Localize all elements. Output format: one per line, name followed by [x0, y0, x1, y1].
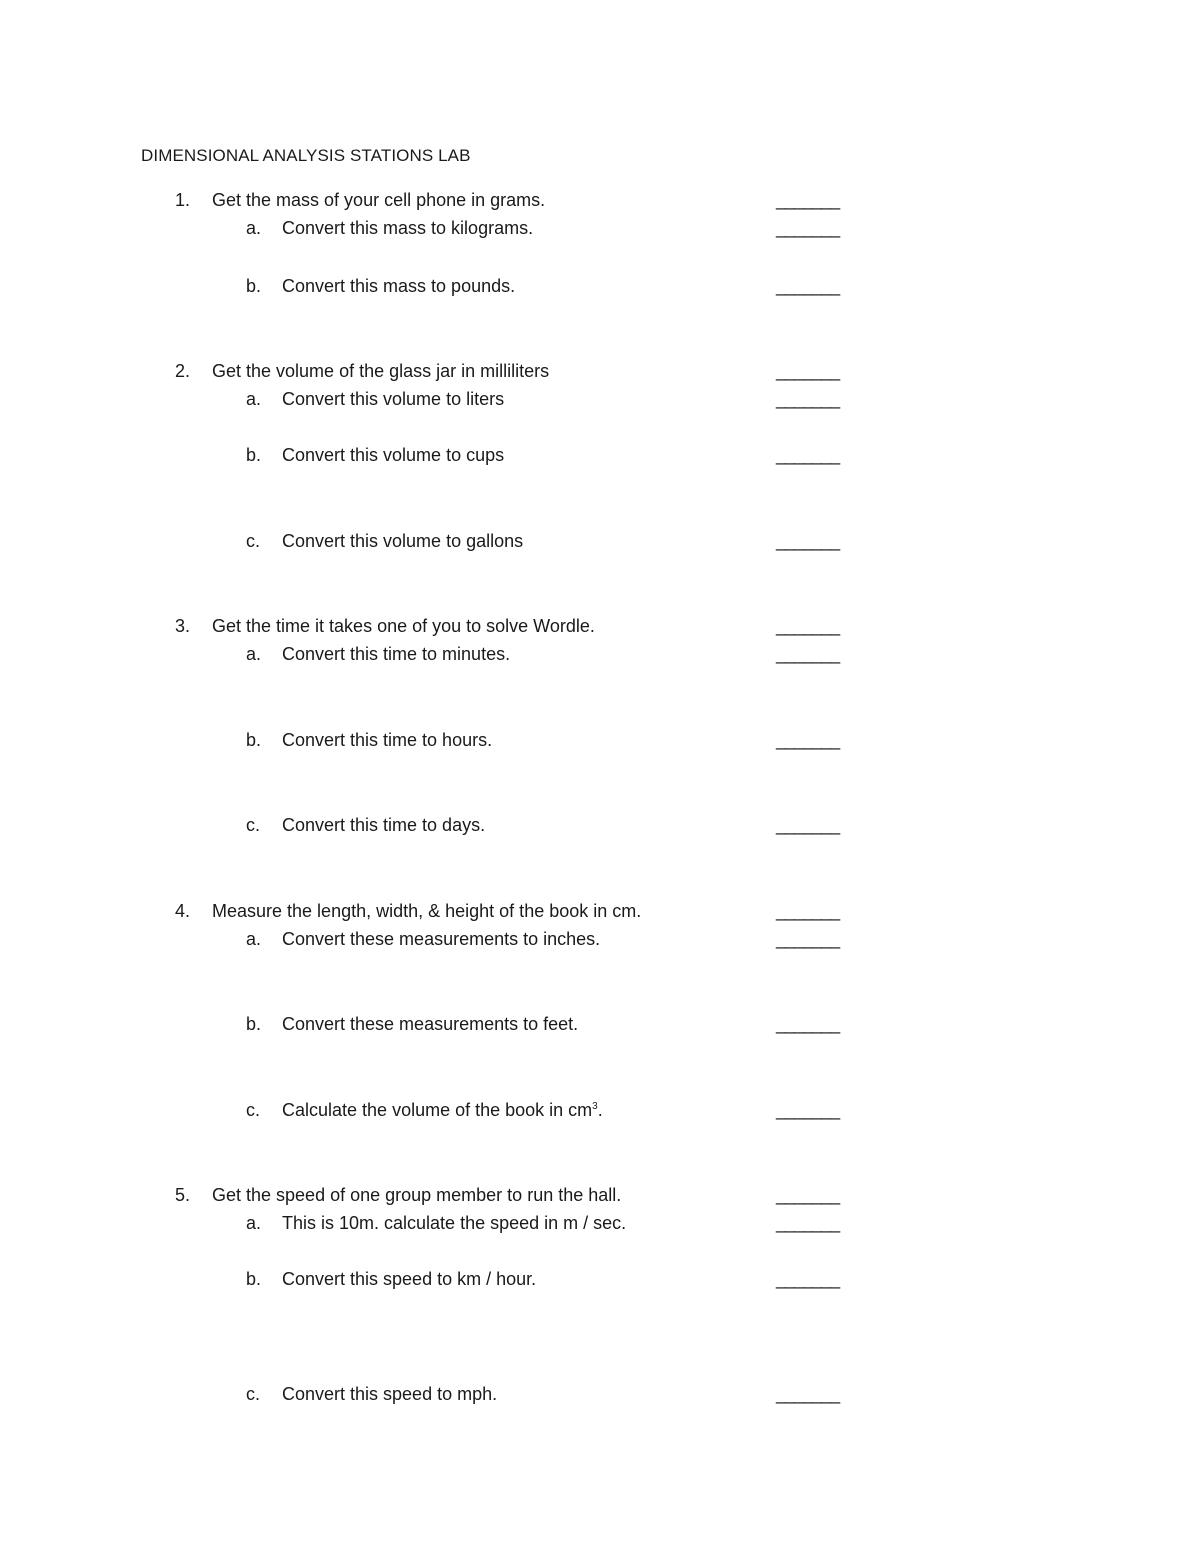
sub-letter: b. — [246, 730, 262, 750]
question-2-a — [0, 387, 1200, 411]
sub-letter: c. — [246, 531, 261, 551]
answer-blank[interactable]: _______ — [776, 218, 840, 238]
answer-blank[interactable]: _______ — [776, 815, 840, 835]
answer-blank[interactable]: _______ — [776, 361, 840, 381]
question-4 — [0, 899, 1200, 923]
question-text: Get the time it takes one of you to solve Wordle. — [212, 616, 595, 636]
question-text: Measure the length, width, & height of the book in cm. — [212, 901, 642, 921]
question-2-c — [0, 529, 1200, 553]
sub-text: Convert these measurements to inches. — [282, 929, 601, 949]
question-3 — [0, 614, 1200, 638]
answer-blank[interactable]: _______ — [776, 1269, 840, 1289]
answer-blank[interactable]: _______ — [776, 730, 840, 750]
answer-blank[interactable]: _______ — [776, 445, 840, 465]
question-text: Get the speed of one group member to run the hall. — [212, 1185, 622, 1205]
sub-text-suffix: . — [597, 1100, 603, 1120]
sub-text-main: Calculate the volume of the book in cm — [282, 1100, 593, 1120]
question-number: 2. — [175, 361, 191, 381]
question-text: Get the mass of your cell phone in grams. — [212, 190, 546, 210]
sub-letter: a. — [246, 1213, 262, 1233]
sub-letter: b. — [246, 276, 262, 296]
sub-text: Convert this volume to gallons — [282, 531, 524, 551]
sub-text: Convert this time to hours. — [282, 730, 493, 750]
sub-text: Convert this speed to km / hour. — [282, 1269, 537, 1289]
answer-blank[interactable]: _______ — [776, 531, 840, 551]
sub-letter: a. — [246, 929, 262, 949]
answer-blank[interactable]: _______ — [776, 929, 840, 949]
sub-letter: a. — [246, 644, 262, 664]
answer-blank[interactable]: _______ — [776, 644, 840, 664]
question-3-b — [0, 728, 1200, 752]
answer-blank[interactable]: _______ — [776, 1213, 840, 1233]
sub-letter: b. — [246, 1014, 262, 1034]
question-text: Get the volume of the glass jar in milliliters — [212, 361, 550, 381]
answer-blank[interactable]: _______ — [776, 1100, 840, 1120]
question-number: 4. — [175, 901, 191, 921]
question-3-c — [0, 813, 1200, 837]
superscript-exponent: 3 — [592, 1101, 598, 1112]
page-title: DIMENSIONAL ANALYSIS STATIONS LAB — [141, 146, 471, 165]
sub-text: Convert this time to minutes. — [282, 644, 511, 664]
question-5-b — [0, 1267, 1200, 1291]
sub-letter: c. — [246, 1100, 261, 1120]
sub-text: Convert this speed to mph. — [282, 1384, 498, 1404]
sub-letter: a. — [246, 218, 262, 238]
sub-letter: c. — [246, 1384, 261, 1404]
question-1-a — [0, 216, 1200, 240]
question-4-b — [0, 1012, 1200, 1036]
sub-text: This is 10m. calculate the speed in m / sec. — [282, 1213, 627, 1233]
question-5-a — [0, 1211, 1200, 1235]
answer-blank[interactable]: _______ — [776, 1185, 840, 1205]
answer-blank[interactable]: _______ — [776, 276, 840, 296]
question-5-c — [0, 1382, 1200, 1406]
question-3-a — [0, 642, 1200, 666]
sub-text: Convert this mass to kilograms. — [282, 218, 534, 238]
sub-letter: b. — [246, 445, 262, 465]
answer-blank[interactable]: _______ — [776, 1384, 840, 1404]
sub-text — [282, 1098, 603, 1122]
question-number: 1. — [175, 190, 191, 210]
answer-blank[interactable]: _______ — [776, 389, 840, 409]
sub-text: Convert this volume to cups — [282, 445, 505, 465]
question-1-b — [0, 274, 1200, 298]
question-number: 5. — [175, 1185, 191, 1205]
answer-blank[interactable]: _______ — [776, 901, 840, 921]
question-4-c — [0, 1098, 1200, 1122]
answer-blank[interactable]: _______ — [776, 1014, 840, 1034]
question-5 — [0, 1183, 1200, 1207]
sub-text: Convert this mass to pounds. — [282, 276, 516, 296]
sub-letter: a. — [246, 389, 262, 409]
sub-text: Convert these measurements to feet. — [282, 1014, 579, 1034]
question-1 — [0, 188, 1200, 212]
question-4-a — [0, 927, 1200, 951]
answer-blank[interactable]: _______ — [776, 190, 840, 210]
question-2-b — [0, 443, 1200, 467]
sub-letter: c. — [246, 815, 261, 835]
sub-letter: b. — [246, 1269, 262, 1289]
sub-text: Convert this volume to liters — [282, 389, 505, 409]
question-number: 3. — [175, 616, 191, 636]
question-2 — [0, 359, 1200, 383]
sub-text: Convert this time to days. — [282, 815, 486, 835]
answer-blank[interactable]: _______ — [776, 616, 840, 636]
